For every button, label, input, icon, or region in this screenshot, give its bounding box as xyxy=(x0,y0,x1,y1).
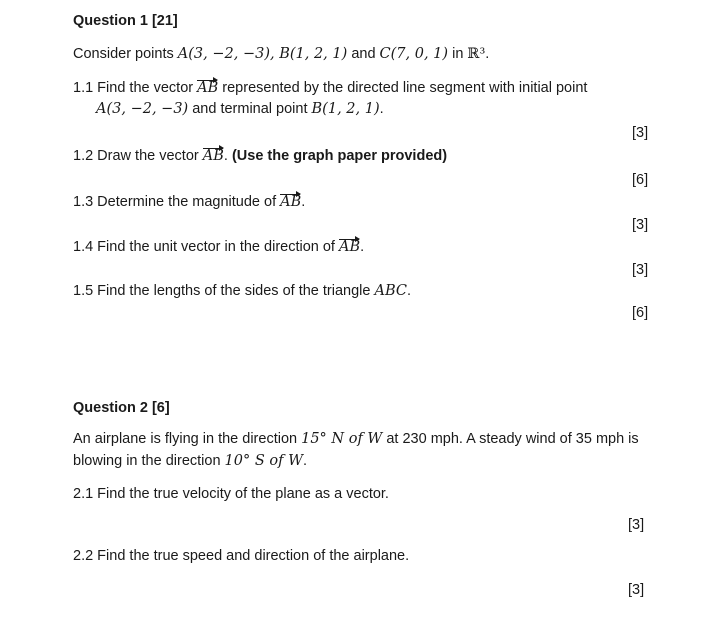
q1-2-instruction: (Use the graph paper provided) xyxy=(231,148,448,164)
question-2-intro-line2 xyxy=(73,452,307,470)
q1-5-prefix: 1.5 Find the lengths of the sides of the triangle xyxy=(73,283,375,299)
point-a: A(3, −2, −3), xyxy=(177,46,280,62)
question-1-1-line2 xyxy=(96,100,384,118)
intro-and: and xyxy=(347,46,380,62)
marks-1-5: [6] xyxy=(632,305,649,321)
question-2-2: 2.2 Find the true speed and direction of the airplane. xyxy=(73,548,410,564)
q1-4-end: . xyxy=(360,239,365,255)
q1-4-prefix: 1.4 Find the unit vector in the direction of xyxy=(73,239,339,255)
vector-ab: AB xyxy=(280,194,302,210)
question-1-2 xyxy=(73,147,447,165)
q1-1-point-b: B(1, 2, 1) xyxy=(311,101,380,117)
vector-ab: AB xyxy=(338,239,361,255)
question-2-title: Question 2 [6] xyxy=(73,400,170,416)
plane-direction: 15° N of W xyxy=(301,431,383,447)
q1-5-end: . xyxy=(406,283,412,299)
marks-2-2: [3] xyxy=(628,582,645,598)
r3-symbol: ℝ³ xyxy=(467,46,486,62)
q1-1-end: . xyxy=(379,101,384,117)
q1-3-prefix: 1.3 Determine the magnitude of xyxy=(73,194,281,210)
q1-2-prefix: 1.2 Draw the vector xyxy=(73,148,203,164)
q2-intro-prefix: An airplane is flying in the direction xyxy=(73,431,302,447)
question-2-intro-line1 xyxy=(73,430,639,448)
marks-2-1: [3] xyxy=(628,517,645,533)
question-1-3 xyxy=(73,193,305,211)
q1-1-mid: and terminal point xyxy=(188,101,312,117)
q1-1-point-a: A(3, −2, −3) xyxy=(96,101,189,117)
triangle-abc: ABC xyxy=(374,283,407,299)
marks-1-4: [3] xyxy=(632,262,649,278)
question-1-4 xyxy=(73,238,364,256)
question-1-5 xyxy=(73,282,411,300)
vector-ab: AB xyxy=(202,148,224,164)
question-1-title: Question 1 [21] xyxy=(73,13,178,29)
question-1-1-line1 xyxy=(73,79,587,97)
wind-direction: 10° S of W xyxy=(224,453,304,469)
intro-prefix: Consider points xyxy=(73,46,178,62)
intro-in: in xyxy=(448,46,468,62)
question-1-intro xyxy=(73,45,489,63)
marks-1-3: [3] xyxy=(632,217,649,233)
marks-1-2: [6] xyxy=(632,172,649,188)
point-b: B(1, 2, 1) xyxy=(279,46,348,62)
q1-2-dot: . xyxy=(223,148,232,164)
vector-ab: AB xyxy=(197,80,219,96)
q2-intro-suffix: at 230 mph. A steady wind of 35 mph is xyxy=(382,431,639,447)
q1-3-end: . xyxy=(301,194,306,210)
marks-1-1: [3] xyxy=(632,125,649,141)
q1-1-prefix: 1.1 Find the vector xyxy=(73,80,198,96)
intro-end: . xyxy=(485,46,490,62)
question-2-1: 2.1 Find the true velocity of the plane as a vector. xyxy=(73,486,389,502)
q2-wind-end: . xyxy=(303,453,308,469)
point-c: C(7, 0, 1) xyxy=(379,46,449,62)
q1-1-suffix: represented by the directed line segment with initial point xyxy=(218,80,588,96)
q2-wind-prefix: blowing in the direction xyxy=(73,453,225,469)
